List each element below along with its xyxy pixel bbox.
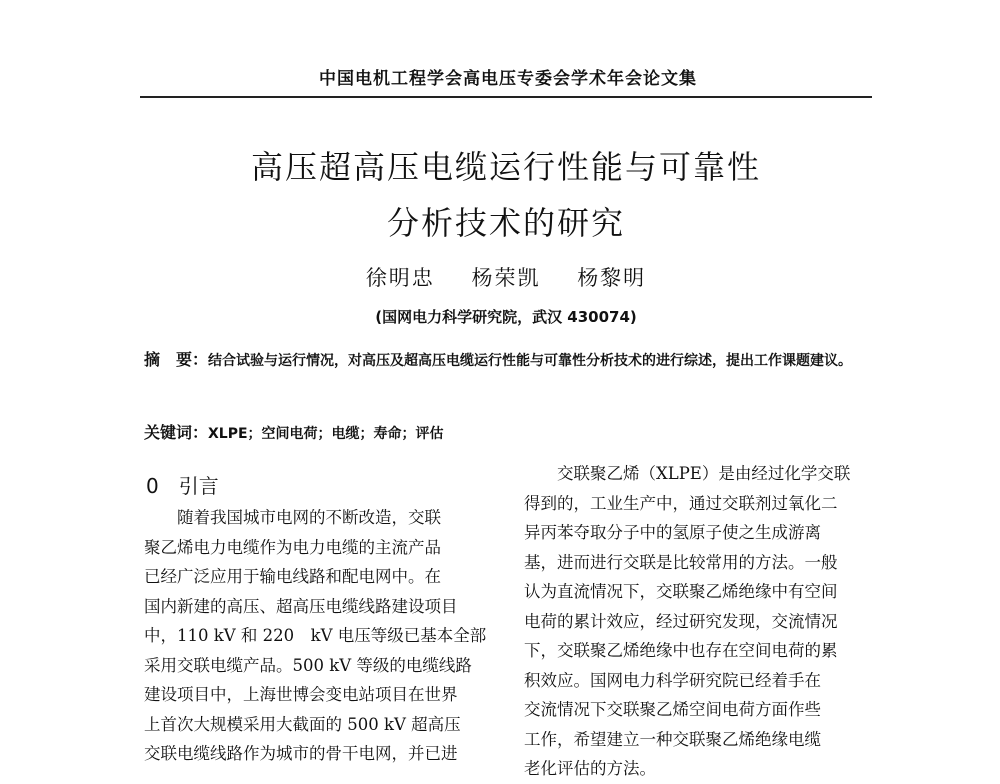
text-line: 积效应。国网电力科学研究院已经着手在 xyxy=(524,670,821,690)
section-title: 引言 xyxy=(178,474,219,498)
keywords-label: 关键词： xyxy=(144,423,209,442)
text-line: 中，110 kV 和 220 kV 电压等级已基本全部 xyxy=(144,626,487,645)
text-line: 已经广泛应用于输电线路和配电网中。在 xyxy=(144,567,441,586)
author: 徐明忠 xyxy=(365,266,435,290)
right-column xyxy=(524,459,872,784)
text-line: 聚乙烯电力电缆作为电力电缆的主流产品 xyxy=(144,537,441,557)
paper-title-line-2: 分析技术的研究 xyxy=(386,204,625,242)
text-line: 下，交联聚乙烯绝缘中也存在空间电荷的累 xyxy=(524,641,838,660)
text-line: 采用交联电缆产品。500 kV 等级的电缆线路 xyxy=(144,655,472,675)
text-line: 电荷的累计效应，经过研究发现，交流情况 xyxy=(524,611,838,631)
keywords-text: XLPE；空间电荷；电缆；寿命；评估 xyxy=(208,426,444,442)
author: 杨黎明 xyxy=(577,266,647,290)
text-line: 工作，希望建立一种交联聚乙烯绝缘电缆 xyxy=(524,729,821,749)
text-line: 得到的，工业生产中，通过交联剂过氧化二 xyxy=(524,493,838,513)
author-list xyxy=(140,262,872,292)
text-line: 国内新建的高压、超高压电缆线路建设项目 xyxy=(144,596,458,616)
text-line: 随着我国城市电网的不断改造，交联 xyxy=(177,508,441,527)
paper-title-line-1: 高压超高压电缆运行性能与可靠性 xyxy=(250,148,761,186)
abstract-text: 结合试验与运行情况，对高压及超高压电缆运行性能与可靠性分析技术的进行综述，提出工作课题建议。 xyxy=(208,353,853,369)
keywords xyxy=(144,420,872,443)
text-line: 交流情况下交联聚乙烯空间电荷方面作些 xyxy=(524,700,821,719)
section-number: 0 xyxy=(146,474,159,498)
left-column xyxy=(144,503,492,769)
author: 杨荣凯 xyxy=(471,266,541,290)
text-line: 交联电缆线路作为城市的骨干电网，并已进 xyxy=(144,744,458,763)
affiliation: (国网电力科学研究院，武汉 430074) xyxy=(375,308,637,326)
running-header: 中国电机工程学会高电压专委会学术年会论文集 xyxy=(319,69,697,89)
abstract-label: 摘 要： xyxy=(144,350,209,369)
text-line: 认为直流情况下，交联聚乙烯绝缘中有空间 xyxy=(524,582,838,601)
text-line: 建设项目中，上海世博会变电站项目在世界 xyxy=(144,685,458,704)
text-line: 上首次大规模采用大截面的 500 kV 超高压 xyxy=(144,714,461,734)
text-line: 老化评估的方法。 xyxy=(524,759,656,778)
text-line: 交联聚乙烯（XLPE）是由经过化学交联 xyxy=(524,464,851,483)
section-heading xyxy=(146,470,219,499)
text-line: 异丙苯夺取分子中的氢原子使之生成游离 xyxy=(524,523,821,542)
text-line: 基，进而进行交联是比较常用的方法。一般 xyxy=(524,552,838,572)
header-rule xyxy=(140,96,872,98)
abstract xyxy=(144,348,872,373)
